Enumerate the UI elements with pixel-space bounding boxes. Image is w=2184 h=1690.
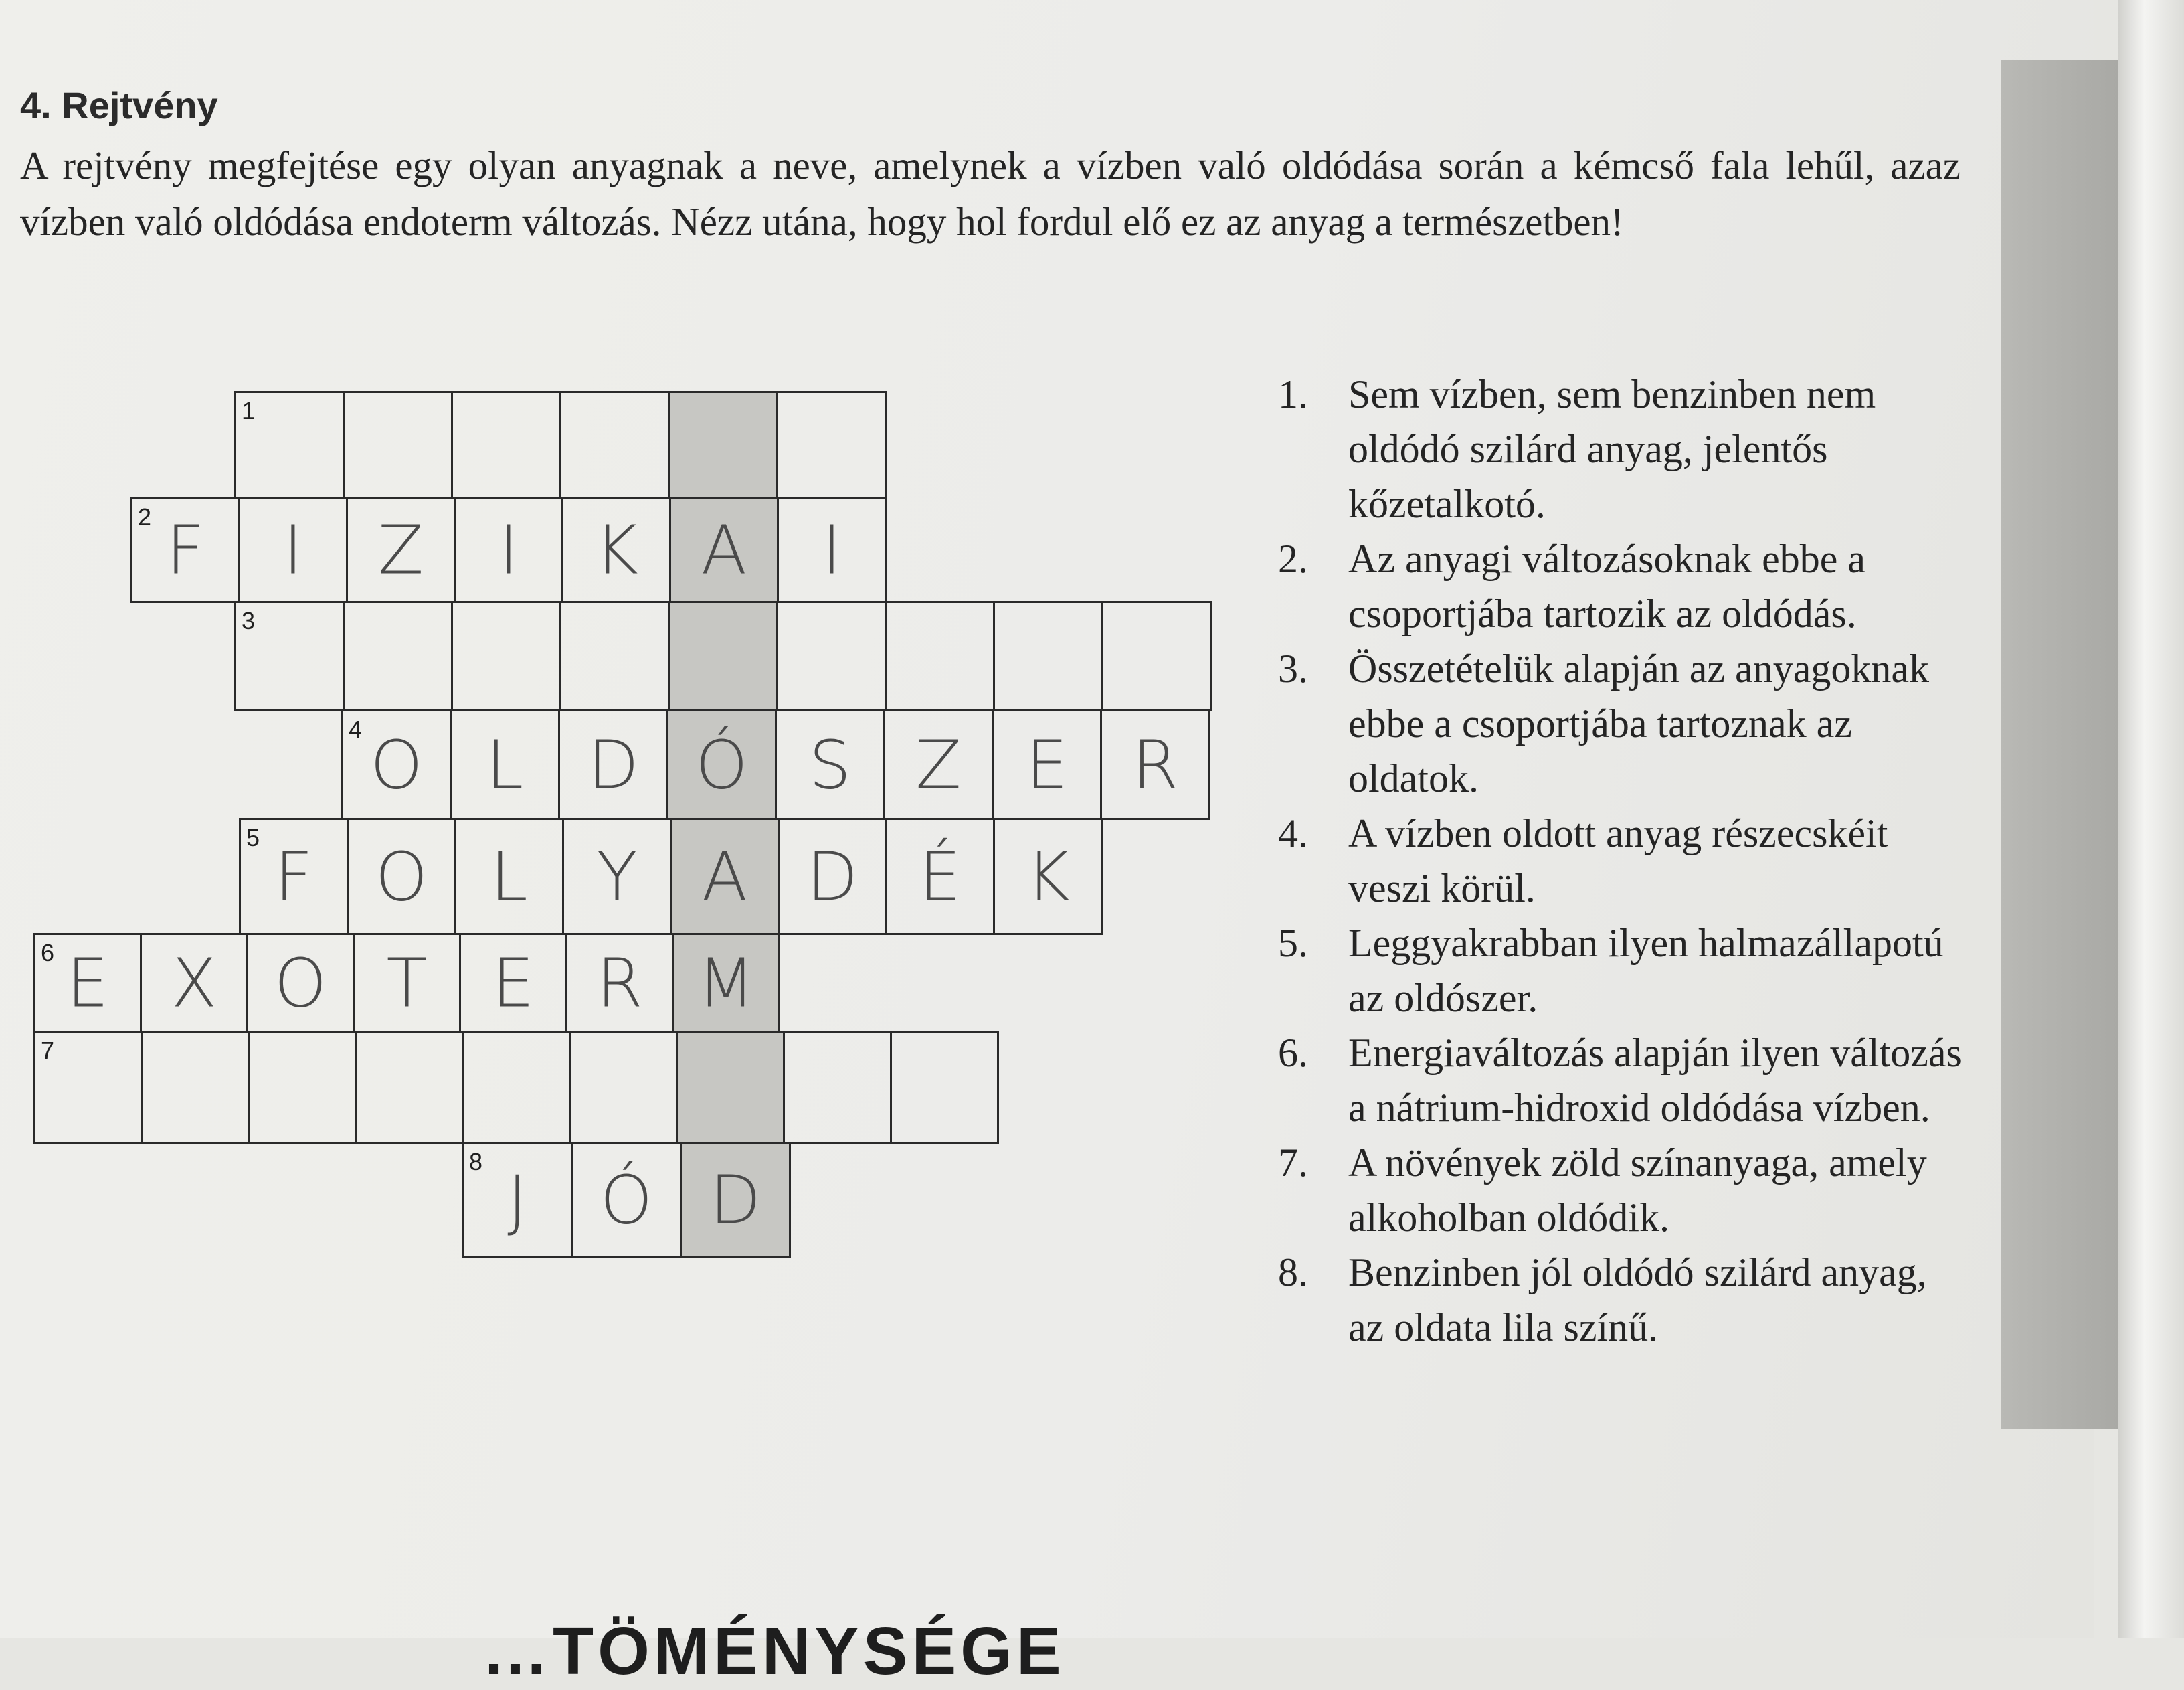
handwritten-letter: J bbox=[507, 1161, 527, 1239]
crossword-cell[interactable] bbox=[454, 497, 563, 603]
clue-item-text: A növények zöld színanyaga, amely alkoholban oldódik. bbox=[1348, 1140, 1927, 1240]
crossword-cell[interactable] bbox=[883, 709, 994, 820]
clue-number: 3 bbox=[242, 607, 256, 635]
crossword-cell[interactable] bbox=[992, 709, 1102, 820]
clue-item bbox=[1278, 641, 1967, 806]
crossword-cell[interactable] bbox=[561, 497, 671, 603]
handwritten-letter: R bbox=[1131, 726, 1179, 804]
crossword-cell[interactable] bbox=[459, 933, 567, 1033]
clue-number: 4 bbox=[349, 715, 363, 743]
handwritten-letter: O bbox=[375, 837, 428, 916]
gray-margin-bar bbox=[2001, 60, 2118, 1429]
clue-item bbox=[1278, 806, 1967, 916]
crossword-cell[interactable] bbox=[562, 818, 672, 935]
crossword-cell[interactable] bbox=[234, 391, 345, 499]
next-section-title: …TÖMÉNYSÉGE bbox=[482, 1614, 1065, 1689]
clue-list bbox=[1278, 367, 1967, 1355]
crossword-cell[interactable] bbox=[885, 601, 995, 711]
clue-item-number: 4. bbox=[1278, 811, 1308, 855]
clue-item-number: 8. bbox=[1278, 1250, 1308, 1294]
crossword-cell[interactable] bbox=[666, 709, 777, 820]
handwritten-letter: E bbox=[492, 944, 535, 1022]
clue-item-number: 2. bbox=[1278, 537, 1308, 581]
handwritten-letter: O bbox=[274, 944, 327, 1022]
crossword-cell[interactable] bbox=[343, 391, 453, 499]
crossword-cell[interactable] bbox=[239, 818, 349, 935]
clue-number: 1 bbox=[242, 397, 256, 424]
crossword-cell[interactable] bbox=[451, 601, 561, 711]
crossword-cell[interactable] bbox=[778, 818, 887, 935]
crossword-cell[interactable] bbox=[775, 709, 885, 820]
crossword-cell[interactable] bbox=[454, 818, 564, 935]
handwritten-letter: F bbox=[166, 511, 205, 590]
crossword-cell[interactable] bbox=[776, 391, 887, 499]
crossword-cell[interactable] bbox=[559, 601, 670, 711]
clue-item-text: Összetételük alapján az anyagoknak ebbe a csoportjába tartoznak az oldatok. bbox=[1348, 647, 1929, 800]
clue-item-text: Sem vízben, sem benzinben nem oldódó szilárd anyag, jelentős kőzetalkotó. bbox=[1348, 372, 1876, 526]
clue-item-text: Az anyagi változásoknak ebbe a csoportjába tartozik az oldódás. bbox=[1348, 537, 1865, 636]
handwritten-letter: I bbox=[498, 511, 519, 590]
crossword-cell[interactable] bbox=[569, 1031, 678, 1144]
crossword-cell[interactable] bbox=[238, 497, 348, 603]
handwritten-letter: F bbox=[274, 837, 313, 916]
handwritten-letter: Y bbox=[596, 837, 638, 916]
clue-number: 5 bbox=[246, 824, 260, 851]
handwritten-letter: A bbox=[701, 511, 747, 590]
clue-item bbox=[1278, 367, 1967, 531]
crossword-cell[interactable] bbox=[130, 497, 240, 603]
handwritten-letter: Z bbox=[377, 511, 424, 590]
crossword-cell[interactable] bbox=[355, 1031, 464, 1144]
crossword-cell[interactable] bbox=[676, 1031, 785, 1144]
handwritten-letter: É bbox=[919, 837, 962, 916]
clue-item-number: 3. bbox=[1278, 647, 1308, 691]
handwritten-letter: T bbox=[386, 944, 428, 1022]
clue-item-text: Leggyakrabban ilyen halmazállapotú az oldószer. bbox=[1348, 921, 1944, 1020]
handwritten-letter: D bbox=[587, 726, 639, 804]
handwritten-letter: S bbox=[808, 726, 852, 804]
handwritten-letter: D bbox=[806, 837, 858, 916]
handwritten-letter: L bbox=[486, 726, 524, 804]
crossword-cell[interactable] bbox=[668, 391, 778, 499]
crossword-cell[interactable] bbox=[993, 601, 1103, 711]
crossword-grid bbox=[0, 0, 1218, 1258]
handwritten-letter: I bbox=[283, 511, 303, 590]
crossword-cell[interactable] bbox=[234, 601, 345, 711]
handwritten-letter: Z bbox=[915, 726, 962, 804]
handwritten-letter: R bbox=[596, 944, 643, 1022]
clue-item-number: 5. bbox=[1278, 921, 1308, 965]
clue-item-number: 6. bbox=[1278, 1031, 1308, 1075]
handwritten-letter: D bbox=[709, 1161, 761, 1239]
clue-item-text: Energiaváltozás alapján ilyen változás a nátrium-hidroxid oldódása vízben. bbox=[1348, 1031, 1962, 1130]
crossword-cell[interactable] bbox=[777, 497, 887, 603]
crossword-cell[interactable] bbox=[890, 1031, 999, 1144]
crossword-cell[interactable] bbox=[571, 1142, 682, 1258]
handwritten-letter: K bbox=[594, 511, 638, 590]
crossword-cell[interactable] bbox=[668, 601, 778, 711]
crossword-cell[interactable] bbox=[343, 601, 453, 711]
handwritten-letter: E bbox=[1025, 726, 1069, 804]
crossword-cell[interactable] bbox=[140, 933, 248, 1033]
handwritten-letter: L bbox=[490, 837, 528, 916]
clue-item bbox=[1278, 1245, 1967, 1355]
crossword-cell[interactable] bbox=[558, 709, 668, 820]
clue-item bbox=[1278, 1025, 1967, 1135]
clue-number: 2 bbox=[138, 503, 152, 531]
clue-item bbox=[1278, 1135, 1967, 1245]
crossword-cell[interactable] bbox=[248, 1031, 357, 1144]
clue-number: 7 bbox=[41, 1037, 55, 1064]
handwritten-letter: I bbox=[822, 511, 842, 590]
clue-item bbox=[1278, 531, 1967, 641]
crossword-cell[interactable] bbox=[141, 1031, 250, 1144]
crossword-cell[interactable] bbox=[993, 818, 1103, 935]
clue-item-number: 7. bbox=[1278, 1140, 1308, 1185]
crossword-cell[interactable] bbox=[346, 497, 456, 603]
clue-number: 8 bbox=[469, 1148, 483, 1175]
handwritten-letter: A bbox=[701, 837, 748, 916]
clue-item-number: 1. bbox=[1278, 372, 1308, 416]
crossword-cell[interactable] bbox=[353, 933, 461, 1033]
handwritten-letter: Ó bbox=[600, 1161, 653, 1239]
handwritten-letter: E bbox=[66, 944, 109, 1022]
crossword-cell[interactable] bbox=[1100, 709, 1210, 820]
clue-item bbox=[1278, 916, 1967, 1025]
exercise-intro: A rejtvény megfejtése egy olyan anyagnak a neve, amelynek a vízben való oldódása során a kémcső fala lehűl, azaz vízben való oldódása endoterm változás. Nézz utána, hogy hol fordul elő ez az anyag a természetben! bbox=[20, 143, 1961, 244]
crossword-cell[interactable] bbox=[341, 709, 452, 820]
crossword-cell[interactable] bbox=[559, 391, 670, 499]
crossword-cell[interactable] bbox=[776, 601, 887, 711]
clue-item-text: A vízben oldott anyag részecskéit veszi körül. bbox=[1348, 811, 1888, 910]
exercise-heading: 4. Rejtvény bbox=[20, 84, 218, 126]
handwritten-letter: K bbox=[1026, 837, 1070, 916]
crossword-cell[interactable] bbox=[462, 1142, 573, 1258]
handwritten-letter: Ó bbox=[695, 726, 748, 804]
crossword-cell[interactable] bbox=[670, 818, 780, 935]
crossword-cell[interactable] bbox=[672, 933, 780, 1033]
crossword-cell[interactable] bbox=[462, 1031, 571, 1144]
crossword-cell[interactable] bbox=[565, 933, 674, 1033]
crossword-cell[interactable] bbox=[33, 1031, 143, 1144]
crossword-cell[interactable] bbox=[451, 391, 561, 499]
crossword-cell[interactable] bbox=[669, 497, 779, 603]
clue-item-text: Benzinben jól oldódó szilárd anyag, az oldata lila színű. bbox=[1348, 1250, 1927, 1349]
crossword-cell[interactable] bbox=[680, 1142, 791, 1258]
next-page-edge bbox=[2118, 0, 2184, 1638]
crossword-cell[interactable] bbox=[1101, 601, 1212, 711]
crossword-cell[interactable] bbox=[347, 818, 456, 935]
crossword-cell[interactable] bbox=[783, 1031, 892, 1144]
crossword-cell[interactable] bbox=[885, 818, 995, 935]
crossword-cell[interactable] bbox=[33, 933, 142, 1033]
handwritten-letter: M bbox=[697, 944, 755, 1022]
handwritten-letter: X bbox=[171, 944, 217, 1022]
clue-number: 6 bbox=[41, 939, 55, 966]
handwritten-letter: O bbox=[370, 726, 423, 804]
crossword-cell[interactable] bbox=[246, 933, 355, 1033]
crossword-cell[interactable] bbox=[450, 709, 560, 820]
